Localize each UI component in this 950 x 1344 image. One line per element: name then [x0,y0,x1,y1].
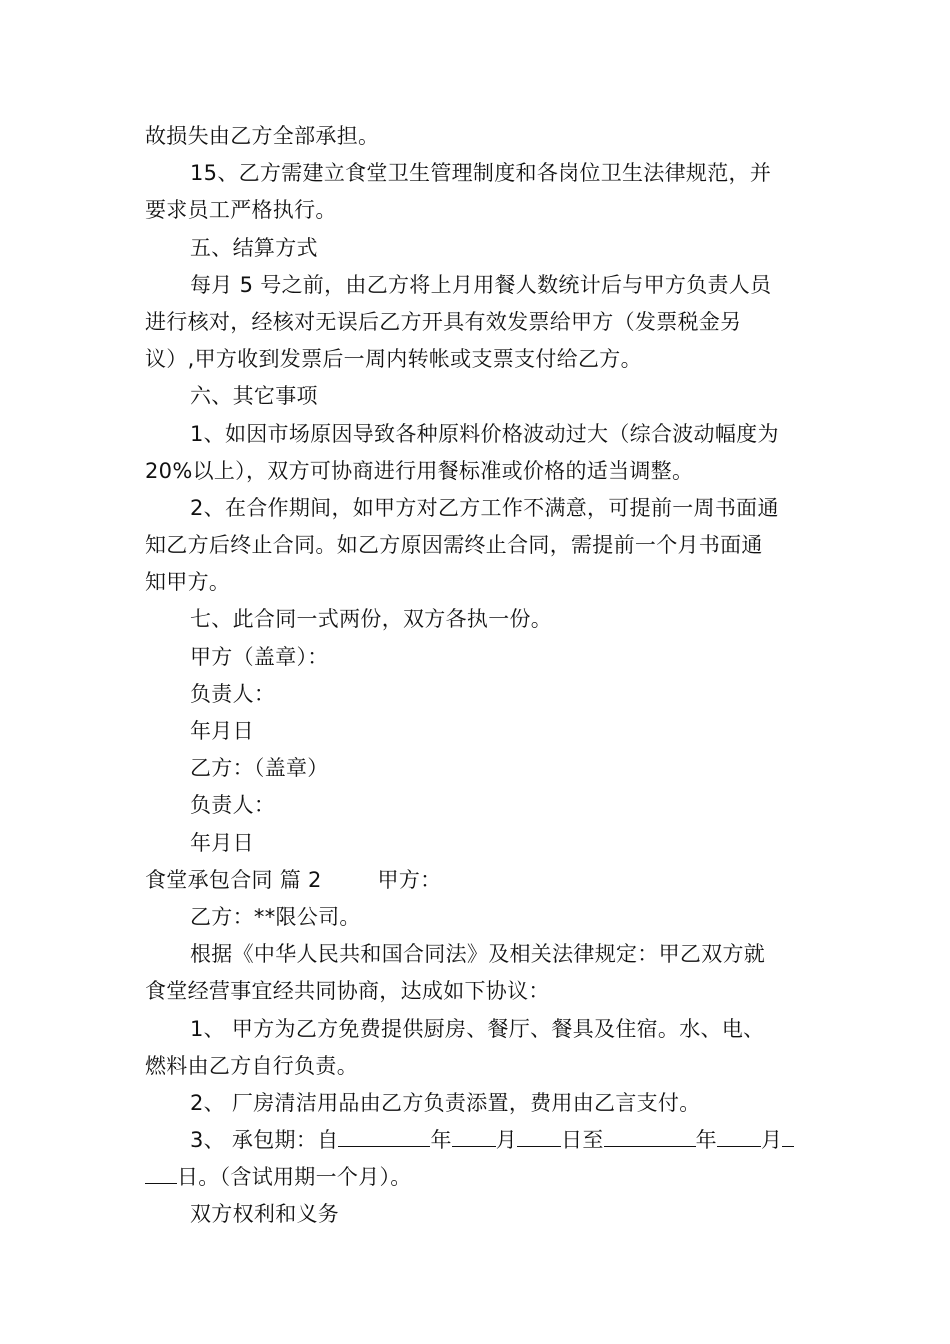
text-line: 进行核对，经核对无误后乙方开具有效发票给甲方（发票税金另 [145,309,742,334]
text-line: 要求员工严格执行。 [145,198,337,223]
clause-3-term-line [145,1122,813,1159]
section-heading-rights: 双方权利和义务 [190,1202,340,1227]
contract-title-line: 食堂承包合同 篇 2 甲方： [145,867,442,892]
start-month-blank[interactable] [452,1122,496,1147]
text-line: 每月 5 号之前，由乙方将上月用餐人数统计后与甲方负责人员 [190,272,772,297]
text-line: 食堂经营事宜经共同协商，达成如下协议： [145,979,550,1004]
party-a-seal-label: 甲方（盖章）： [190,644,329,669]
party-a-date-label: 年月日 [190,719,254,743]
term-prefix: 3、 承包期：自 [190,1128,339,1153]
section-heading-other: 六、其它事项 [190,384,318,409]
text-line: 20%以上），双方可协商进行用餐标准或价格的适当调整。 [145,458,694,483]
end-year-blank[interactable] [604,1122,696,1147]
party-b-name-line: 乙方：**限公司。 [190,904,361,929]
clause-15-line: 15、乙方需建立食堂卫生管理制度和各岗位卫生法律规范，并 [190,161,772,186]
text-line: 议）,甲方收到发票后一周内转帐或支票支付给乙方。 [145,347,642,372]
text-line: 根据《中华人民共和国合同法》及相关法律规定：甲乙双方就 [190,942,766,967]
section-heading-settlement: 五、结算方式 [190,235,318,260]
term-end-line [145,1159,813,1196]
year-label: 年 [695,1128,717,1153]
year-label: 年 [430,1128,452,1153]
party-b-responsible-label: 负责人： [190,793,276,818]
text-line: 1、如因市场原因导致各种原料价格波动过大（综合波动幅度为 [190,421,779,446]
text-line: 知乙方后终止合同。如乙方原因需终止合同，需提前一个月书面通 [145,533,763,558]
clause-2-line: 2、 厂房清洁用品由乙方负责添置，费用由乙言支付。 [190,1090,701,1115]
party-b-seal-label: 乙方：（盖章） [190,756,329,781]
month-label: 月 [760,1128,783,1153]
party-b-date-label: 年月日 [190,830,254,855]
text-line: 燃料由乙方自行负责。 [145,1053,358,1078]
day-to-label: 日至 [561,1128,604,1153]
end-day-blank-cont[interactable] [145,1159,177,1184]
clause-1-line: 1、 甲方为乙方免费提供厨房、餐厅、餐具及住宿。水、电、 [190,1016,765,1041]
document-page [145,118,813,1234]
start-day-blank[interactable] [517,1122,561,1147]
end-day-blank-part[interactable] [782,1122,794,1147]
text-line: 2、在合作期间，如甲方对乙方工作不满意，可提前一周书面通 [190,495,779,520]
end-month-blank[interactable] [717,1122,761,1147]
month-label: 月 [495,1128,518,1153]
start-year-blank[interactable] [338,1122,430,1147]
section-heading-copies: 七、此合同一式两份，双方各执一份。 [190,607,553,632]
text-line: 故损失由乙方全部承担。 [145,124,380,148]
party-a-responsible-label: 负责人： [190,681,276,706]
text-line: 知甲方。 [145,570,231,595]
term-suffix: 日。（含试用期一个月）。 [177,1165,412,1190]
